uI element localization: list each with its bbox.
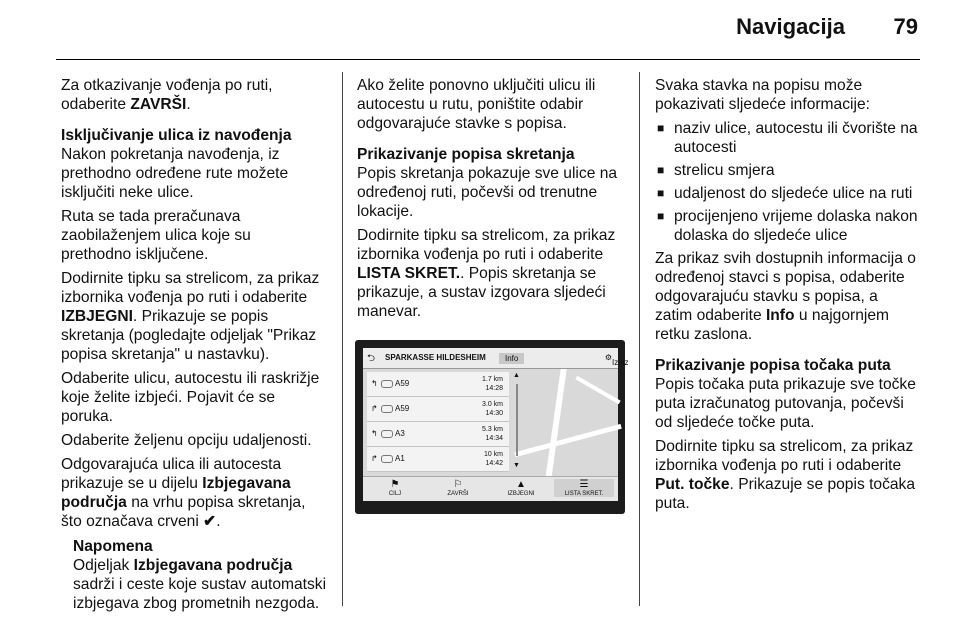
list-item	[655, 184, 930, 203]
keyword: ZAVRŠI	[130, 96, 187, 113]
keyword: Izbjegavana	[202, 475, 291, 492]
direction-arrow-icon: ↰	[371, 379, 378, 388]
list-item[interactable]	[367, 447, 509, 472]
note-title: Napomena	[73, 538, 153, 555]
text-line: sadrži i ceste koje sustav automatski	[73, 576, 327, 593]
list-item[interactable]	[367, 422, 509, 447]
list-icon: ☰	[579, 479, 589, 490]
text: na vrhu popisa skretanja,	[126, 494, 306, 511]
section-heading: Isključivanje ulica iz navođenja	[61, 127, 292, 144]
text-line: dolaska do sljedeće ulice	[674, 227, 848, 244]
distance-time	[482, 425, 503, 443]
text-line: Nakon pokretanja navođenja, iz	[61, 146, 280, 163]
text-line: izbornika vođenja po ruti i odaberite	[357, 246, 604, 263]
text-line: autocestu u rutu, poništite odabir	[357, 96, 584, 113]
text-line: Dodirnite tipku sa strelicom, za prikaz	[357, 227, 616, 244]
text-line: popisa skretanja" u nastavku).	[61, 346, 270, 363]
scroll-up-icon[interactable]: ▲	[513, 372, 520, 379]
direction-arrow-icon: ↰	[371, 429, 378, 438]
text-line: manevar.	[357, 303, 422, 320]
eta: 14:34	[485, 435, 503, 442]
column-3	[655, 76, 930, 518]
page-number: 79	[893, 14, 918, 39]
checkmark-icon: ✔	[203, 513, 217, 530]
destination-title: SPARKASSE HILDESHEIM	[385, 353, 486, 362]
road-shield-icon	[381, 455, 393, 463]
exit-label: Izlaz	[612, 358, 629, 367]
keyword: Info	[765, 307, 795, 324]
keyword: Izbjegavana područja	[133, 557, 293, 574]
flag-icon: ⚑	[390, 479, 400, 490]
text-line: udaljenost do sljedeće ulice na ruti	[674, 185, 913, 202]
page-header-title: Navigacija	[736, 14, 845, 39]
text-line: određenoj ruti, počevši od trenutne	[357, 184, 598, 201]
paragraph: Odaberite željenu opciju udaljenosti.	[61, 432, 312, 449]
distance-time	[482, 375, 503, 393]
list-item	[655, 207, 930, 245]
column-divider	[342, 72, 343, 606]
paragraph	[655, 437, 930, 513]
exit-button[interactable]: ⚙ Izlaz	[604, 353, 629, 367]
destination-button[interactable]	[365, 479, 425, 497]
text-line: puta izračunatog putovanja, počevši	[655, 395, 904, 412]
text-line: Ruta se tada preračunava	[61, 208, 241, 225]
text-line: Dodirnite tipku sa strelicom, za prikaz	[655, 438, 914, 455]
button-label: LISTA SKRET.	[564, 491, 604, 497]
text-line: od sljedeće točke puta.	[655, 414, 815, 431]
text-line: strelicu smjera	[674, 162, 775, 179]
info-bullet-list	[655, 119, 930, 245]
text-line: retku zaslona.	[655, 326, 753, 343]
keyword: područja	[61, 494, 127, 511]
screen-top-bar	[363, 348, 629, 369]
paragraph	[61, 269, 337, 364]
text-line: Svaka stavka na popisu može	[655, 77, 863, 94]
map-road	[514, 424, 622, 457]
text: prikazuje se u dijelu	[61, 475, 203, 492]
text: što označava crveni	[61, 513, 204, 530]
map-view	[363, 348, 629, 500]
road-icon: ▲	[516, 479, 526, 490]
text-line: isključiti neke ulice.	[61, 184, 194, 201]
text: u najgornjem	[794, 307, 890, 324]
scroll-thumb[interactable]	[516, 384, 518, 456]
text-line: prethodno isključene.	[61, 246, 209, 263]
section-heading: Prikazivanje popisa skretanja	[357, 146, 575, 163]
navigation-screenshot	[355, 340, 629, 514]
end-guidance-button[interactable]	[428, 479, 488, 497]
road-name: A3	[395, 429, 405, 438]
direction-arrow-icon: ↱	[371, 454, 378, 463]
text: . Prikazuje se popis	[132, 308, 269, 325]
text-line: autocesti	[674, 139, 737, 156]
back-arrow-icon[interactable]: ⮌	[367, 353, 376, 364]
paragraph	[61, 207, 337, 264]
eta: 14:42	[485, 460, 503, 467]
text-line: prethodno određene rute možete	[61, 165, 289, 182]
keyword: LISTA SKRET.	[357, 265, 461, 282]
text: . Popis skretanja se	[460, 265, 597, 282]
text-line: naziv ulice, autocestu ili čvorište na	[674, 120, 918, 137]
column-1	[61, 76, 337, 613]
text-line: Popis skretanja pokazuje sve ulice na	[357, 165, 618, 182]
distance: 5.3 km	[481, 426, 503, 433]
distance-time	[484, 450, 503, 468]
button-label: IZBJEGNI	[507, 491, 535, 497]
text-line: zaobilaženjem ulica koje su	[61, 227, 251, 244]
text-line: Odgovarajuća ulica ili autocesta	[61, 456, 282, 473]
keyword: Put. točke	[655, 476, 730, 493]
turn-list-button[interactable]	[554, 479, 614, 497]
text-line: odgovarajuću stavku s popisa, a	[655, 288, 878, 305]
text-line: koje želite izbjeći. Pojavit će se	[61, 389, 276, 406]
column-2	[357, 76, 633, 326]
paragraph	[61, 76, 337, 114]
scroll-down-icon[interactable]: ▼	[513, 462, 520, 469]
note-box	[73, 537, 337, 613]
paragraph	[61, 145, 337, 202]
paragraph	[61, 369, 337, 426]
paragraph	[61, 455, 337, 531]
screen-bottom-bar	[363, 476, 618, 501]
map-road	[575, 376, 620, 404]
text-line: Za prikaz svih dostupnih informacija o	[655, 250, 916, 267]
text-line: odgovarajuće stavke s popisa.	[357, 115, 567, 132]
section-heading: Prikazivanje popisa točaka puta	[655, 357, 891, 374]
text-line: poruka.	[61, 408, 114, 425]
road-name: A59	[395, 404, 410, 413]
eta: 14:28	[485, 385, 503, 392]
text-line: Ako želite ponovno uključiti ulicu ili	[357, 77, 596, 94]
list-item	[655, 161, 930, 180]
text-line: izbjegava zbog prometnih nezgoda.	[73, 595, 320, 612]
road-shield-icon	[381, 430, 393, 438]
road-name: A1	[395, 454, 405, 463]
distance: 10 km	[483, 451, 503, 458]
button-label: CILJ	[388, 491, 402, 497]
text: .	[216, 513, 221, 530]
distance-time	[482, 400, 503, 418]
paragraph	[357, 226, 633, 321]
avoid-button[interactable]	[491, 479, 551, 497]
text-line: određenoj stavci s popisa, odaberite	[655, 269, 905, 286]
distance: 1.7 km	[481, 376, 503, 383]
keyword: IZBJEGNI	[61, 308, 133, 325]
text-line: Odaberite ulicu, autocestu ili raskrižje	[61, 370, 320, 387]
direction-arrow-icon: ↱	[371, 404, 378, 413]
text-line: procijenjeno vrijeme dolaska nakon	[674, 208, 918, 225]
turn-list	[367, 372, 509, 472]
text: zatim odaberite	[655, 307, 766, 324]
text-line: prikazuje, a sustav izgovara sljedeći	[357, 284, 606, 301]
text-line: izbornika vođenja po ruti i odaberite	[61, 289, 308, 306]
finish-flag-icon: ⚐	[453, 479, 463, 490]
paragraph	[357, 76, 633, 133]
column-divider	[639, 72, 640, 606]
info-button[interactable]: Info	[499, 353, 524, 364]
text-line: Popis točaka puta prikazuje sve točke	[655, 376, 916, 393]
header-rule	[56, 59, 920, 60]
text-line: skretanja (pogledajte odjeljak "Prikaz	[61, 327, 317, 344]
text-line: pokazivati sljedeće informacije:	[655, 96, 870, 113]
button-label: ZAVRŠI	[447, 491, 469, 497]
list-item[interactable]	[367, 397, 509, 422]
distance: 3.0 km	[481, 401, 503, 408]
eta: 14:30	[485, 410, 503, 417]
text-line: izbornika vođenja po ruti i odaberite	[655, 457, 902, 474]
text-line: lokacije.	[357, 203, 414, 220]
road-shield-icon	[381, 380, 393, 388]
paragraph	[655, 249, 930, 344]
text-line: Dodirnite tipku sa strelicom, za prikaz	[61, 270, 320, 287]
text: .	[186, 96, 191, 113]
list-scrollbar[interactable]	[513, 372, 521, 472]
text-line: Za otkazivanje vođenja po ruti,	[61, 77, 273, 94]
text-line: puta.	[655, 495, 690, 512]
text-line: odaberite	[61, 96, 131, 113]
paragraph	[655, 76, 930, 114]
paragraph	[357, 164, 633, 221]
text: . Prikazuje se popis točaka	[729, 476, 916, 493]
text: Odjeljak	[73, 557, 134, 574]
road-shield-icon	[381, 405, 393, 413]
paragraph	[655, 375, 930, 432]
list-item	[655, 119, 930, 157]
road-name: A59	[395, 379, 410, 388]
list-item[interactable]	[367, 372, 509, 397]
